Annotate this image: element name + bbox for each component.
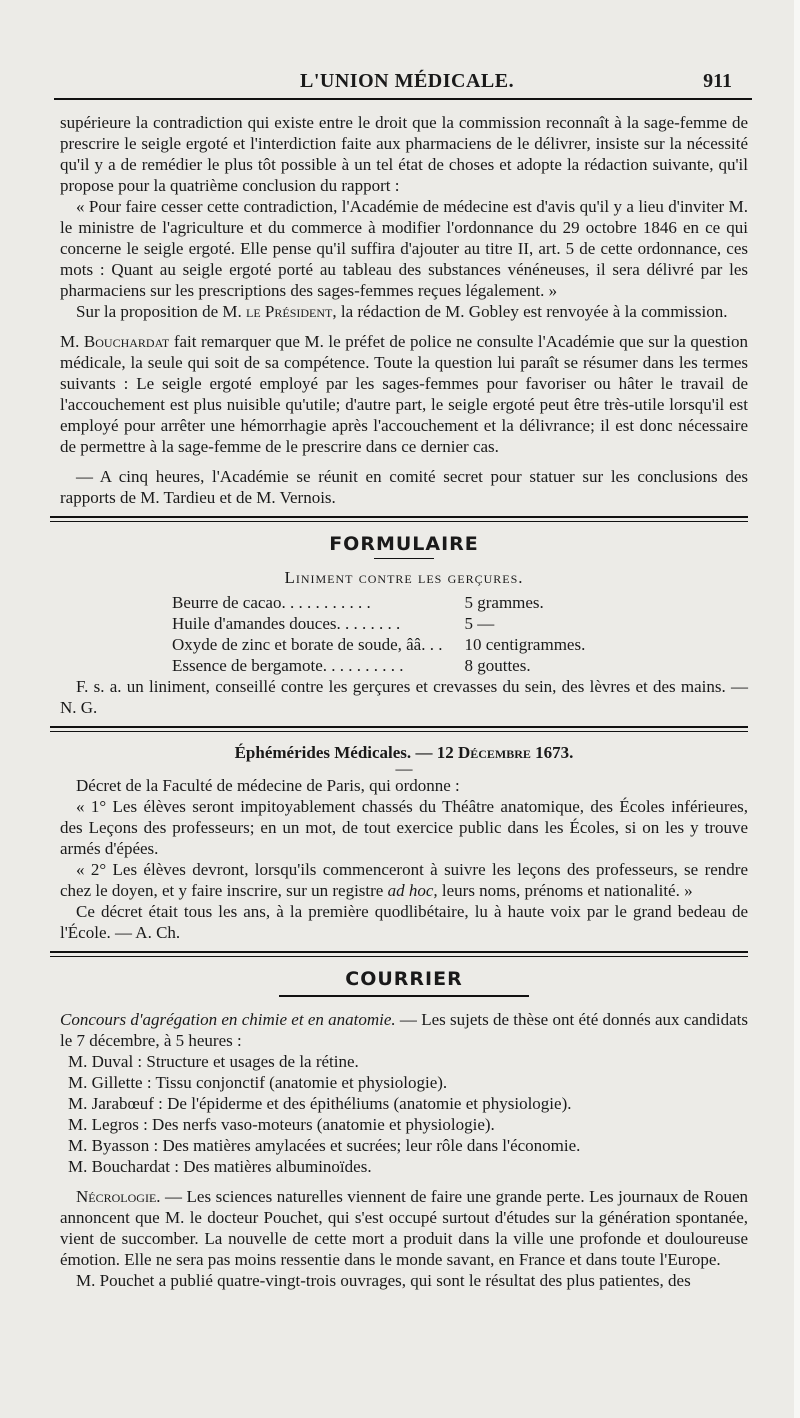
intro-paragraph: supérieure la contradiction qui existe entre le droit que la commission reconnaît à la sage-femme de prescrire le seigle ergoté et l'interdiction faite aux pharmaciens de le délivrer, insiste sur la nécessité qu'il y a de remédier le plus tôt possible à un tel état de choses et adopte la rédaction suivante, qu'il propose pour la quatrième conclusion du rapport : — [60, 113, 748, 195]
page-header — [60, 0, 752, 100]
article-body — [60, 112, 748, 1291]
ephemerides-dash: — — [395, 759, 413, 778]
bouchardat-remark: M. Bouchardat fait remarquer que M. le préfet de police ne consulte l'Académie que sur la question médicale, la seule qui soit de sa compétence. Toute la question lui paraît se résumer dans les termes suivants : Le seigle ergoté employé par les sages-femmes pour favoriser ou hâter le travail de l'accouchement est plus nuisible qu'utile; d'autre part, le seigle ergoté peut être très-utile lorsqu'il est employé pour arrêter une hémorrhagie après l'accouchement et la délivrance; il est donc nécessaire de permettre à la sage-femme de le prescrire dans ce dernier cas. — [60, 332, 748, 456]
necrology-continued: M. Pouchet a publié quatre-vingt-trois ouvrages, qui sont le résultat des plus patientes, des — [76, 1271, 691, 1290]
page-number: 911 — [703, 70, 732, 92]
list-item: M. Duval : Structure et usages de la rétine. — [68, 1052, 359, 1071]
title-underline — [374, 558, 434, 559]
intro-quote: « Pour faire cesser cette contradiction, l'Académie de médecine est d'avis qu'il y a lieu d'inviter M. le ministre de l'agriculture et du commerce à modifier l'ordonnance du 29 octobre 1846 en ce qui concerne le seigle ergoté. Elle pense qu'il suffira d'ajouter au titre II, art. 5 de cette ordonnance, ces mots : Quant au seigle ergoté porté au tableau des substances vénéneuses, il sera délivré par les pharmaciens sur les prescriptions des sages-femmes reçues légalement. » — [60, 197, 748, 300]
recipe-note: F. s. a. un liniment, conseillé contre les gerçures et crevasses du sein, des lèvres et des mains. — N. G. — [60, 677, 748, 717]
necrology-label: Nécrologie. — [76, 1187, 161, 1206]
recipe-row: Beurre de cacao. . . . . . . . . . . 5 grammes. — [172, 593, 544, 612]
ephemerides-article-1: « 1° Les élèves seront impitoyablement chassés du Théâtre anatomique, des Écoles inférieures, des Leçons des professeurs; en un mot, de tout exercice public dans les Écoles, si on les y trouve armés d'épées. — [60, 797, 748, 858]
recipe-row: Huile d'amandes douces. . . . . . . . 5 — — [172, 614, 495, 633]
section-divider — [50, 516, 748, 522]
ephemerides-date: — 12 Décembre 1673. — [411, 743, 574, 762]
speaker-name: M. Bouchardat — [60, 332, 170, 351]
list-item: M. Gillette : Tissu conjonctif (anatomie et physiologie). — [68, 1073, 448, 1092]
list-item: M. Bouchardat : Des matières albuminoïdes. — [68, 1157, 372, 1176]
journal-title: L'UNION MÉDICALE. — [300, 70, 515, 92]
list-item: M. Jarabœuf : De l'épiderme et des épithéliums (anatomie et physiologie). — [68, 1094, 572, 1113]
president-label: le Président — [246, 302, 333, 321]
ephemerides-title: Éphémérides Médicales. — 12 Décembre 1673. — [234, 743, 574, 762]
list-item: M. Legros : Des nerfs vaso-moteurs (anatomie et physiologie). — [68, 1115, 495, 1134]
recipe-title: Liniment contre les gerçures. — [284, 568, 524, 587]
session-close: — A cinq heures, l'Académie se réunit en comité secret pour statuer sur les conclusions des rapports de M. Tardieu et de M. Vernois. — [60, 467, 748, 507]
concours-label: Concours d'agrégation en chimie et en anatomie. — [60, 1010, 396, 1029]
title-underline — [279, 995, 529, 997]
header-rule — [54, 98, 752, 100]
recipe-table — [172, 592, 585, 676]
necrology-paragraph: Nécrologie. — Les sciences naturelles viennent de faire une grande perte. Les journaux de Rouen annoncent que M. le docteur Pouchet, qui s'est occupé surtout d'études sur la génération spontanée, vient de succomber. La nouvelle de cette mort a produit dans la ville une profonde et douloureuse émotion. Elle ne sera pas moins ressentie dans le monde savant, en France et dans toute l'Europe. — [60, 1187, 748, 1269]
list-item: M. Byasson : Des matières amylacées et sucrées; leur rôle dans l'économie. — [68, 1136, 581, 1155]
recipe-row: Essence de bergamote. . . . . . . . . . 8 gouttes. — [172, 656, 531, 675]
recipe-row: Oxyde de zinc et borate de soude, ââ. . . 10 centigrammes. — [172, 635, 586, 654]
formulaire-title: FORMULAIRE — [329, 533, 479, 555]
courrier-title: COURRIER — [345, 968, 463, 990]
concours-paragraph: Concours d'agrégation en chimie et en anatomie. — Les sujets de thèse ont été donnés aux candidats le 7 décembre, à 5 heures : — [60, 1010, 748, 1050]
section-divider — [50, 951, 748, 957]
ephemerides-article-2: « 2° Les élèves devront, lorsqu'ils commenceront à suivre les leçons des professeurs, se rendre chez le doyen, et y faire inscrire, sur un registre ad hoc, leurs noms, prénoms et nationalité. » — [60, 860, 748, 900]
section-divider — [50, 726, 748, 732]
ephemerides-conclusion: Ce décret était tous les ans, à la première quodlibétaire, lu à haute voix par le grand bedeau de l'École. — A. Ch. — [60, 902, 748, 942]
thesis-list — [60, 1051, 748, 1177]
intro-proposition: Sur la proposition de M. le Président, la rédaction de M. Gobley est renvoyée à la commission. — [76, 302, 728, 321]
ephemerides-decree: Décret de la Faculté de médecine de Paris, qui ordonne : — [76, 776, 460, 795]
